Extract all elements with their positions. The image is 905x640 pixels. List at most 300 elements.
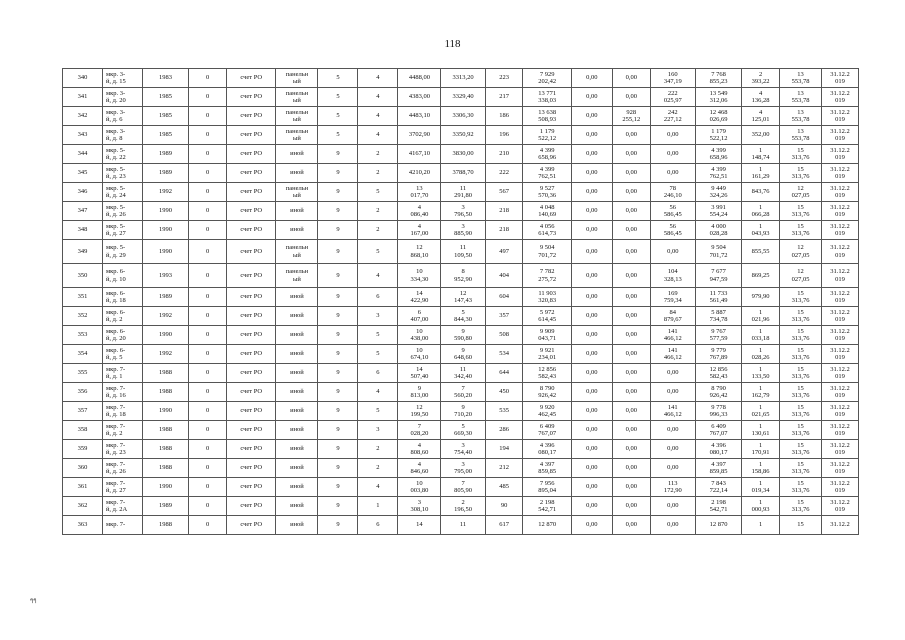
cell-residents: 186	[485, 107, 523, 126]
cell-budget-local: 141 466,12	[650, 326, 695, 345]
cell-wall-material: иной	[276, 497, 318, 516]
cell-owners-funds: 7 768 855,23	[695, 69, 741, 88]
cell-residents: 222	[485, 164, 523, 183]
cell-budget-regional: 0,00	[612, 288, 650, 307]
cell-total-cost: 7 956 895,04	[523, 478, 571, 497]
cell-entrances: 4	[358, 88, 398, 107]
cell-max-cost: 15 313,76	[780, 164, 822, 183]
cell-wall-material: иной	[276, 145, 318, 164]
cell-living-area: 11 109,50	[441, 240, 485, 264]
cell-specific-cost: 4 136,28	[742, 88, 780, 107]
cell-year-built: 1990	[142, 221, 188, 240]
cell-budget-local: 56 586,45	[650, 221, 695, 240]
cell-owners-funds: 13 549 312,06	[695, 88, 741, 107]
cell-completion-date: 31.12.2 019	[822, 164, 859, 183]
table-row	[63, 364, 859, 383]
cell-floors: 9	[318, 364, 358, 383]
cell-owners-funds: 4 396 080,17	[695, 440, 741, 459]
table-row	[63, 107, 859, 126]
cell-year-built: 1993	[142, 264, 188, 288]
cell-wall-material: иной	[276, 516, 318, 535]
cell-floors: 9	[318, 326, 358, 345]
cell-specific-cost: 869,25	[742, 264, 780, 288]
cell-residents: 90	[485, 497, 523, 516]
cell-specific-cost: 1 000,93	[742, 497, 780, 516]
cell-specific-cost: 1 161,29	[742, 164, 780, 183]
cell-floors: 9	[318, 164, 358, 183]
cell-year-commissioned: 0	[189, 478, 227, 497]
cell-budget-local: 141 466,12	[650, 345, 695, 364]
cell-specific-cost: 1 162,79	[742, 383, 780, 402]
cell-wall-material: панельн ый	[276, 107, 318, 126]
cell-living-area: 3313,20	[441, 69, 485, 88]
cell-specific-cost: 1 158,86	[742, 459, 780, 478]
cell-specific-cost: 1 066,28	[742, 202, 780, 221]
cell-year-commissioned: 0	[189, 264, 227, 288]
cell-living-area: 9 590,80	[441, 326, 485, 345]
cell-max-cost: 15 313,76	[780, 221, 822, 240]
cell-address: мкр. 5- й, д. 22	[102, 145, 142, 164]
cell-budget-federal: 0,00	[571, 126, 612, 145]
cell-floors: 9	[318, 383, 358, 402]
cell-budget-regional: 0,00	[612, 126, 650, 145]
cell-fund-method: счет РО	[227, 421, 276, 440]
cell-budget-federal: 0,00	[571, 345, 612, 364]
cell-floors: 5	[318, 88, 358, 107]
cell-row-number: 344	[63, 145, 103, 164]
cell-floors: 9	[318, 516, 358, 535]
cell-completion-date: 31.12.2 019	[822, 364, 859, 383]
cell-address: мкр. 6- й, д. 18	[102, 288, 142, 307]
table-row	[63, 516, 859, 535]
cell-entrances: 4	[358, 126, 398, 145]
cell-entrances: 4	[358, 69, 398, 88]
cell-total-cost: 12 870	[523, 516, 571, 535]
cell-total-cost: 9 920 462,45	[523, 402, 571, 421]
cell-budget-federal: 0,00	[571, 145, 612, 164]
cell-floors: 9	[318, 288, 358, 307]
cell-wall-material: иной	[276, 307, 318, 326]
cell-address: мкр. 7- й, д. 16	[102, 383, 142, 402]
cell-completion-date: 31.12.2 019	[822, 69, 859, 88]
cell-living-area: 7 805,90	[441, 478, 485, 497]
cell-budget-federal: 0,00	[571, 516, 612, 535]
cell-budget-local: 84 879,67	[650, 307, 695, 326]
cell-fund-method: счет РО	[227, 240, 276, 264]
cell-completion-date: 31.12.2 019	[822, 288, 859, 307]
cell-floors: 9	[318, 440, 358, 459]
cell-fund-method: счет РО	[227, 383, 276, 402]
cell-owners-funds: 4 000 028,28	[695, 221, 741, 240]
table-row	[63, 69, 859, 88]
cell-year-built: 1990	[142, 202, 188, 221]
cell-budget-local: 0,00	[650, 164, 695, 183]
cell-year-commissioned: 0	[189, 326, 227, 345]
cell-living-area: 9 648,60	[441, 345, 485, 364]
cell-fund-method: счет РО	[227, 345, 276, 364]
cell-max-cost: 15 313,76	[780, 440, 822, 459]
cell-max-cost: 12 027,05	[780, 183, 822, 202]
cell-address: мкр. 7- й, д. 18	[102, 402, 142, 421]
cell-fund-method: счет РО	[227, 307, 276, 326]
cell-entrances: 2	[358, 145, 398, 164]
cell-row-number: 359	[63, 440, 103, 459]
cell-completion-date: 31.12.2 019	[822, 459, 859, 478]
cell-year-commissioned: 0	[189, 516, 227, 535]
cell-entrances: 1	[358, 497, 398, 516]
cell-completion-date: 31.12.2 019	[822, 383, 859, 402]
cell-year-built: 1985	[142, 88, 188, 107]
cell-budget-regional: 0,00	[612, 345, 650, 364]
cell-living-area: 3329,40	[441, 88, 485, 107]
cell-max-cost: 15 313,76	[780, 497, 822, 516]
cell-budget-local: 222 025,97	[650, 88, 695, 107]
cell-year-built: 1988	[142, 383, 188, 402]
cell-year-commissioned: 0	[189, 307, 227, 326]
cell-budget-local: 0,00	[650, 364, 695, 383]
cell-floors: 9	[318, 221, 358, 240]
cell-year-built: 1988	[142, 459, 188, 478]
cell-max-cost: 15 313,76	[780, 202, 822, 221]
cell-address: мкр. 7- й, д. 2А	[102, 497, 142, 516]
cell-max-cost: 15 313,76	[780, 326, 822, 345]
cell-completion-date: 31.12.2 019	[822, 478, 859, 497]
cell-wall-material: иной	[276, 364, 318, 383]
cell-owners-funds: 5 887 734,78	[695, 307, 741, 326]
cell-wall-material: иной	[276, 345, 318, 364]
cell-fund-method: счет РО	[227, 126, 276, 145]
cell-total-cost: 7 782 275,72	[523, 264, 571, 288]
cell-specific-cost: 855,55	[742, 240, 780, 264]
cell-budget-local: 0,00	[650, 440, 695, 459]
cell-entrances: 6	[358, 288, 398, 307]
housing-registry-table	[62, 68, 859, 535]
cell-year-commissioned: 0	[189, 145, 227, 164]
table-row	[63, 326, 859, 345]
cell-total-cost: 9 527 570,36	[523, 183, 571, 202]
cell-budget-local: 104 328,13	[650, 264, 695, 288]
cell-floors: 9	[318, 497, 358, 516]
cell-living-area: 2 196,50	[441, 497, 485, 516]
cell-address: мкр. 7- й, д. 27	[102, 478, 142, 497]
cell-completion-date: 31.12.2	[822, 516, 859, 535]
cell-year-built: 1990	[142, 240, 188, 264]
cell-total-area: 12 868,10	[398, 240, 441, 264]
cell-max-cost: 13 553,78	[780, 107, 822, 126]
cell-floors: 9	[318, 307, 358, 326]
cell-living-area: 3 754,40	[441, 440, 485, 459]
cell-total-cost: 9 909 043,71	[523, 326, 571, 345]
cell-budget-federal: 0,00	[571, 69, 612, 88]
cell-budget-regional: 0,00	[612, 421, 650, 440]
cell-entrances: 5	[358, 326, 398, 345]
cell-total-area: 4210,20	[398, 164, 441, 183]
cell-residents: 534	[485, 345, 523, 364]
cell-entrances: 3	[358, 421, 398, 440]
table-row	[63, 164, 859, 183]
cell-owners-funds: 9 449 324,26	[695, 183, 741, 202]
cell-year-built: 1992	[142, 345, 188, 364]
cell-budget-federal: 0,00	[571, 88, 612, 107]
cell-budget-local: 169 759,34	[650, 288, 695, 307]
cell-address: мкр. 7- й, д. 2	[102, 421, 142, 440]
cell-entrances: 5	[358, 345, 398, 364]
cell-budget-regional: 0,00	[612, 402, 650, 421]
cell-budget-regional: 0,00	[612, 221, 650, 240]
cell-budget-federal: 0,00	[571, 478, 612, 497]
cell-year-commissioned: 0	[189, 345, 227, 364]
table-row	[63, 240, 859, 264]
cell-row-number: 346	[63, 183, 103, 202]
cell-budget-federal: 0,00	[571, 288, 612, 307]
table-row	[63, 183, 859, 202]
cell-year-built: 1990	[142, 326, 188, 345]
cell-budget-local: 113 172,90	[650, 478, 695, 497]
cell-total-cost: 8 790 926,42	[523, 383, 571, 402]
cell-fund-method: счет РО	[227, 497, 276, 516]
cell-budget-regional: 0,00	[612, 69, 650, 88]
cell-residents: 404	[485, 264, 523, 288]
cell-budget-regional: 0,00	[612, 383, 650, 402]
cell-entrances: 4	[358, 107, 398, 126]
cell-completion-date: 31.12.2 019	[822, 421, 859, 440]
cell-specific-cost: 979,90	[742, 288, 780, 307]
cell-row-number: 347	[63, 202, 103, 221]
table-row	[63, 497, 859, 516]
cell-wall-material: иной	[276, 402, 318, 421]
cell-row-number: 362	[63, 497, 103, 516]
cell-living-area: 11 342,40	[441, 364, 485, 383]
cell-specific-cost: 1 148,74	[742, 145, 780, 164]
cell-residents: 604	[485, 288, 523, 307]
cell-owners-funds: 9 779 767,89	[695, 345, 741, 364]
cell-year-built: 1988	[142, 516, 188, 535]
cell-floors: 9	[318, 240, 358, 264]
cell-year-commissioned: 0	[189, 421, 227, 440]
cell-max-cost: 13 553,78	[780, 69, 822, 88]
cell-budget-regional: 0,00	[612, 497, 650, 516]
cell-entrances: 4	[358, 478, 398, 497]
cell-max-cost: 15 313,76	[780, 421, 822, 440]
cell-floors: 9	[318, 478, 358, 497]
cell-floors: 9	[318, 183, 358, 202]
cell-year-built: 1992	[142, 307, 188, 326]
cell-total-area: 4167,10	[398, 145, 441, 164]
cell-max-cost: 15	[780, 516, 822, 535]
cell-entrances: 5	[358, 402, 398, 421]
cell-wall-material: иной	[276, 421, 318, 440]
cell-living-area: 7 560,20	[441, 383, 485, 402]
cell-year-commissioned: 0	[189, 107, 227, 126]
cell-max-cost: 13 553,78	[780, 88, 822, 107]
cell-budget-regional: 0,00	[612, 264, 650, 288]
cell-total-cost: 7 929 202,42	[523, 69, 571, 88]
cell-max-cost: 15 313,76	[780, 307, 822, 326]
cell-wall-material: иной	[276, 440, 318, 459]
cell-budget-federal: 0,00	[571, 240, 612, 264]
cell-year-commissioned: 0	[189, 440, 227, 459]
cell-total-area: 14 507,40	[398, 364, 441, 383]
page-number: 118	[444, 38, 461, 50]
cell-floors: 9	[318, 402, 358, 421]
cell-budget-local: 242 227,12	[650, 107, 695, 126]
cell-residents: 508	[485, 326, 523, 345]
cell-budget-federal: 0,00	[571, 383, 612, 402]
cell-fund-method: счет РО	[227, 402, 276, 421]
cell-fund-method: счет РО	[227, 326, 276, 345]
cell-living-area: 3788,70	[441, 164, 485, 183]
cell-total-area: 4383,00	[398, 88, 441, 107]
cell-budget-local: 0,00	[650, 145, 695, 164]
cell-fund-method: счет РО	[227, 478, 276, 497]
cell-year-commissioned: 0	[189, 164, 227, 183]
cell-fund-method: счет РО	[227, 264, 276, 288]
cell-living-area: 8 952,90	[441, 264, 485, 288]
cell-fund-method: счет РО	[227, 202, 276, 221]
table-row	[63, 145, 859, 164]
cell-wall-material: панельн ый	[276, 183, 318, 202]
cell-wall-material: панельн ый	[276, 240, 318, 264]
cell-total-area: 12 199,50	[398, 402, 441, 421]
cell-residents: 617	[485, 516, 523, 535]
cell-total-cost: 13 771 338,03	[523, 88, 571, 107]
cell-residents: 218	[485, 221, 523, 240]
cell-floors: 9	[318, 145, 358, 164]
table-row	[63, 459, 859, 478]
cell-total-cost: 5 972 614,45	[523, 307, 571, 326]
cell-row-number: 353	[63, 326, 103, 345]
cell-entrances: 2	[358, 202, 398, 221]
cell-owners-funds: 9 504 701,72	[695, 240, 741, 264]
cell-owners-funds: 1 179 522,12	[695, 126, 741, 145]
cell-year-built: 1992	[142, 183, 188, 202]
cell-total-cost: 11 903 320,83	[523, 288, 571, 307]
cell-total-cost: 6 409 767,07	[523, 421, 571, 440]
cell-max-cost: 12 027,05	[780, 240, 822, 264]
cell-owners-funds: 4 399 658,96	[695, 145, 741, 164]
cell-owners-funds: 2 198 542,71	[695, 497, 741, 516]
cell-completion-date: 31.12.2 019	[822, 440, 859, 459]
cell-wall-material: панельн ый	[276, 69, 318, 88]
cell-completion-date: 31.12.2 019	[822, 326, 859, 345]
table-row	[63, 421, 859, 440]
cell-year-commissioned: 0	[189, 221, 227, 240]
cell-total-cost: 1 179 522,12	[523, 126, 571, 145]
cell-residents: 357	[485, 307, 523, 326]
cell-row-number: 342	[63, 107, 103, 126]
table-row	[63, 383, 859, 402]
cell-row-number: 343	[63, 126, 103, 145]
cell-total-area: 4 846,60	[398, 459, 441, 478]
cell-owners-funds: 9 778 996,33	[695, 402, 741, 421]
cell-floors: 5	[318, 107, 358, 126]
cell-residents: 196	[485, 126, 523, 145]
cell-max-cost: 15 313,76	[780, 383, 822, 402]
cell-living-area: 11 291,80	[441, 183, 485, 202]
cell-completion-date: 31.12.2 019	[822, 202, 859, 221]
cell-year-commissioned: 0	[189, 126, 227, 145]
cell-year-commissioned: 0	[189, 88, 227, 107]
cell-owners-funds: 9 767 577,59	[695, 326, 741, 345]
cell-address: мкр. 5- й, д. 26	[102, 202, 142, 221]
cell-entrances: 4	[358, 264, 398, 288]
cell-fund-method: счет РО	[227, 164, 276, 183]
cell-year-built: 1985	[142, 126, 188, 145]
cell-budget-local: 160 347,19	[650, 69, 695, 88]
cell-max-cost: 15 313,76	[780, 288, 822, 307]
cell-total-cost: 4 396 080,17	[523, 440, 571, 459]
cell-wall-material: иной	[276, 164, 318, 183]
cell-address: мкр. 3- й, д. 20	[102, 88, 142, 107]
cell-total-area: 10 674,10	[398, 345, 441, 364]
cell-budget-local: 0,00	[650, 497, 695, 516]
cell-budget-regional: 0,00	[612, 478, 650, 497]
cell-year-commissioned: 0	[189, 497, 227, 516]
cell-budget-regional: 0,00	[612, 459, 650, 478]
cell-budget-regional: 0,00	[612, 240, 650, 264]
cell-year-built: 1989	[142, 145, 188, 164]
cell-address: мкр. 5- й, д. 23	[102, 164, 142, 183]
cell-year-built: 1989	[142, 497, 188, 516]
cell-completion-date: 31.12.2 019	[822, 126, 859, 145]
cell-budget-federal: 0,00	[571, 326, 612, 345]
cell-row-number: 350	[63, 264, 103, 288]
cell-floors: 9	[318, 459, 358, 478]
cell-owners-funds: 12 870	[695, 516, 741, 535]
cell-total-area: 9 813,00	[398, 383, 441, 402]
cell-specific-cost: 1 130,61	[742, 421, 780, 440]
cell-wall-material: панельн ый	[276, 264, 318, 288]
cell-total-area: 6 407,00	[398, 307, 441, 326]
table-row	[63, 88, 859, 107]
cell-max-cost: 15 313,76	[780, 402, 822, 421]
cell-budget-local: 0,00	[650, 240, 695, 264]
cell-specific-cost: 1 021,65	[742, 402, 780, 421]
cell-row-number: 363	[63, 516, 103, 535]
cell-specific-cost: 1 028,26	[742, 345, 780, 364]
cell-specific-cost: 1 021,96	[742, 307, 780, 326]
cell-specific-cost: 1 033,18	[742, 326, 780, 345]
cell-max-cost: 12 027,05	[780, 264, 822, 288]
cell-budget-local: 56 586,45	[650, 202, 695, 221]
cell-floors: 9	[318, 264, 358, 288]
cell-fund-method: счет РО	[227, 440, 276, 459]
cell-total-area: 3702,90	[398, 126, 441, 145]
cell-total-cost: 13 638 508,93	[523, 107, 571, 126]
cell-specific-cost: 352,00	[742, 126, 780, 145]
cell-year-commissioned: 0	[189, 183, 227, 202]
cell-budget-local: 0,00	[650, 516, 695, 535]
cell-fund-method: счет РО	[227, 516, 276, 535]
cell-completion-date: 31.12.2 019	[822, 402, 859, 421]
cell-total-area: 4488,00	[398, 69, 441, 88]
cell-living-area: 3 885,90	[441, 221, 485, 240]
cell-fund-method: счет РО	[227, 288, 276, 307]
cell-total-cost: 4 399 762,51	[523, 164, 571, 183]
footer-mark: ๆๆ	[30, 598, 37, 604]
cell-fund-method: счет РО	[227, 88, 276, 107]
cell-owners-funds: 7 677 947,59	[695, 264, 741, 288]
cell-residents: 644	[485, 364, 523, 383]
cell-total-cost: 4 399 658,96	[523, 145, 571, 164]
cell-entrances: 6	[358, 364, 398, 383]
cell-wall-material: иной	[276, 202, 318, 221]
cell-row-number: 352	[63, 307, 103, 326]
table-row	[63, 440, 859, 459]
cell-budget-federal: 0,00	[571, 440, 612, 459]
cell-budget-federal: 0,00	[571, 497, 612, 516]
cell-budget-regional: 0,00	[612, 145, 650, 164]
